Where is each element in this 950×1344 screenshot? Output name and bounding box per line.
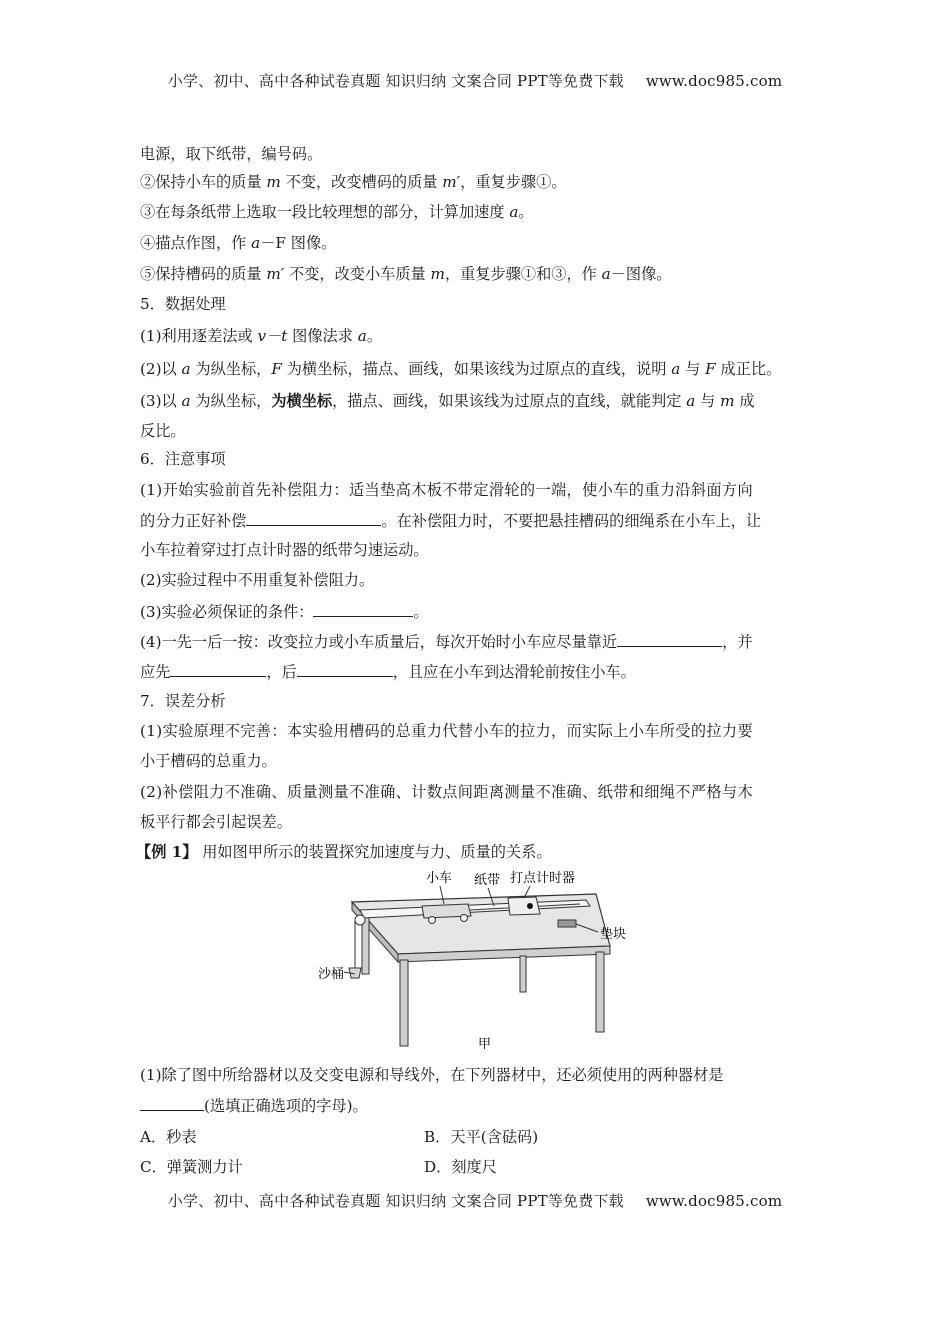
note-1: (1)开始实验前首先补偿阻力：适当垫高木板不带定滑轮的一端，使小车的重力沿斜面方向 bbox=[140, 481, 753, 499]
section-heading: 6．注意事项 bbox=[140, 450, 226, 468]
header-url: www.doc985.com bbox=[645, 72, 783, 90]
example-title: 【例 1】 用如图甲所示的装置探究加速度与力、质量的关系。 bbox=[136, 843, 552, 861]
note-4: (4)一先一后一按：改变拉力或小车质量后，每次开始时小车应尽量靠近 ，并 bbox=[140, 633, 753, 651]
apparatus-figure bbox=[318, 866, 640, 1056]
error-1: (1)实验原理不完善：本实验用槽码的总重力代替小车的拉力，而实际上小车所受的拉力要 bbox=[140, 722, 753, 740]
data-item-3: (3)以 a 为纵坐标，为横坐标，描点、画线，如果该线为过原点的直线，就能判定 a 与 m 成 bbox=[140, 392, 755, 410]
text-line: 反比。 bbox=[140, 422, 186, 440]
page-footer bbox=[0, 1190, 950, 1211]
support-block bbox=[558, 920, 576, 927]
header-text: 小学、初中、高中各种试卷真题 知识归纳 文案合同 PPT等免费下载 bbox=[167, 72, 624, 90]
label-bucket: 沙桶 bbox=[318, 967, 345, 982]
ticker-timer bbox=[508, 897, 540, 915]
note-3: (3)实验必须保证的条件： 。 bbox=[140, 603, 429, 621]
step-2: ②保持小车的质量 m 不变，改变槽码的质量 m′，重复步骤①。 bbox=[140, 173, 567, 191]
cart-wheel bbox=[461, 915, 468, 922]
step-3: ③在每条纸带上选取一段比较理想的部分，计算加速度 a。 bbox=[140, 203, 534, 221]
data-item-2: (2)以 a 为纵坐标，F 为横坐标，描点、画线，如果该线为过原点的直线，说明 a 与 F 成正比。 bbox=[140, 360, 782, 378]
question-1-cont: (选填正确选项的字母)。 bbox=[140, 1095, 368, 1116]
table-leg bbox=[596, 952, 604, 1032]
label-car: 小车 bbox=[426, 871, 453, 886]
text-line: 小于槽码的总重力。 bbox=[140, 752, 277, 770]
data-item-1: (1)利用逐差法或 v－t 图像法求 a。 bbox=[140, 327, 382, 345]
pulley bbox=[355, 915, 365, 925]
answer-blank[interactable] bbox=[297, 661, 393, 677]
note-2: (2)实验过程中不用重复补偿阻力。 bbox=[140, 571, 375, 589]
answer-blank[interactable] bbox=[246, 510, 381, 526]
answer-blank[interactable] bbox=[313, 601, 413, 617]
step-4: ④描点作图，作 a－F 图像。 bbox=[140, 234, 337, 252]
note-1-cont: 的分力正好补偿 。在补偿阻力时，不要把悬挂槽码的细绳系在小车上，让 bbox=[140, 512, 761, 530]
footer-url: www.doc985.com bbox=[645, 1192, 783, 1210]
timer-dot bbox=[527, 903, 533, 909]
question-1: (1)除了图中所给器材以及交变电源和导线外，在下列器材中，还必须使用的两种器材是 bbox=[140, 1066, 724, 1084]
step-5: ⑤保持槽码的质量 m′ 不变，改变小车质量 m，重复步骤①和③，作 a－图像。 bbox=[140, 265, 672, 283]
page-header bbox=[0, 70, 950, 91]
option-a[interactable]: A．秒表 bbox=[140, 1128, 197, 1146]
label-block: 垫块 bbox=[600, 927, 627, 942]
error-2: (2)补偿阻力不准确、质量测量不准确、计数点间距离测量不准确、纸带和细绳不严格与木 bbox=[140, 783, 753, 801]
cart-wheel bbox=[429, 917, 436, 924]
section-heading: 5．数据处理 bbox=[140, 295, 226, 313]
text-line: 板平行都会引起误差。 bbox=[140, 813, 292, 831]
answer-blank[interactable] bbox=[617, 631, 722, 647]
text-line: 电源，取下纸带，编号码。 bbox=[140, 145, 323, 163]
label-tape: 纸带 bbox=[474, 873, 501, 888]
answer-blank[interactable] bbox=[170, 661, 266, 677]
option-c[interactable]: C．弹簧测力计 bbox=[140, 1158, 243, 1176]
section-heading: 7．误差分析 bbox=[140, 692, 226, 710]
text-line: 小车拉着穿过打点计时器的纸带匀速运动。 bbox=[140, 541, 429, 559]
table-leg bbox=[400, 960, 408, 1046]
option-b[interactable]: B．天平(含砝码) bbox=[424, 1128, 539, 1146]
table-leg bbox=[520, 956, 526, 992]
option-d[interactable]: D．刻度尺 bbox=[424, 1158, 497, 1176]
answer-blank[interactable] bbox=[140, 1095, 204, 1111]
footer-text: 小学、初中、高中各种试卷真题 知识归纳 文案合同 PPT等免费下载 bbox=[167, 1192, 624, 1210]
note-4-cont: 应先 ，后 ，且应在小车到达滑轮前按住小车。 bbox=[140, 663, 636, 681]
apparatus-diagram bbox=[318, 866, 640, 1056]
figure-caption: 甲 bbox=[478, 1037, 492, 1052]
label-timer: 打点计时器 bbox=[510, 871, 576, 886]
